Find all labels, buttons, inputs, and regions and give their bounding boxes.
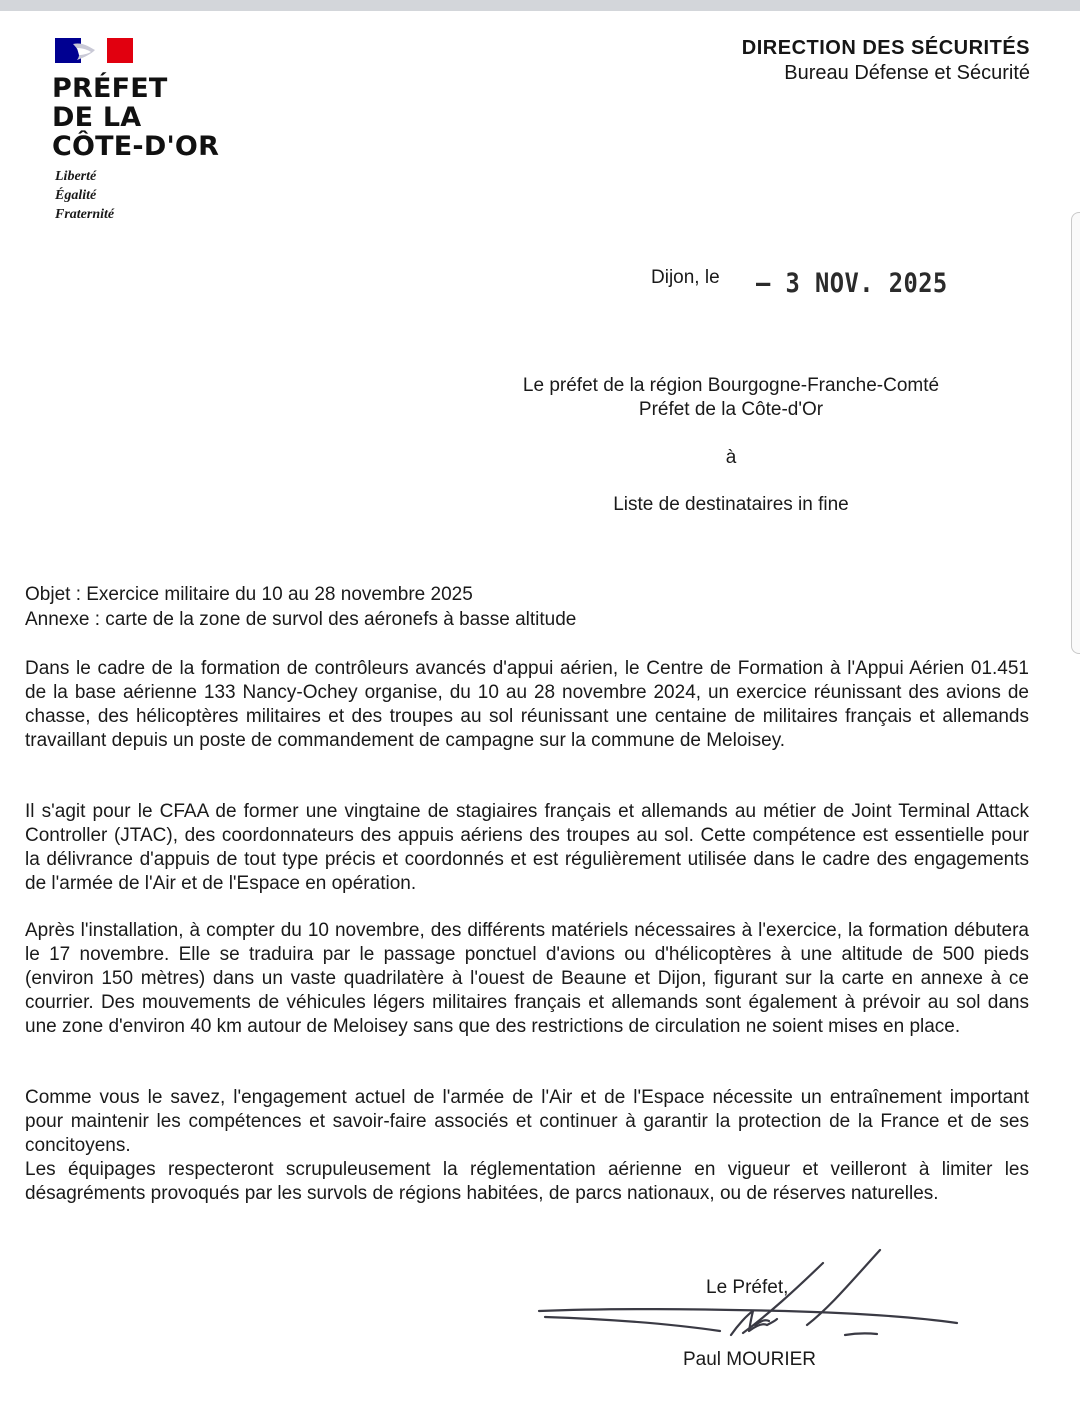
addressee-to: à (725, 447, 737, 468)
direction-title: DIRECTION DES SÉCURITÉS (741, 37, 1030, 59)
issuing-department (742, 36, 1030, 86)
subject-objet: Objet : Exercice militaire du 10 au 28 novembre 2025 (25, 584, 473, 605)
body-paragraph-4: Comme vous le savez, l'engagement actuel de l'armée de l'Air et de l'Espace nécessite un entraînement important pour maintenir les compétences et savoir-faire associés et continuer à garantir la protection de la France et de ses concitoyens. (25, 1087, 1029, 1156)
motto-line: Fraternité (55, 207, 115, 222)
recipients-line: Liste de destinataires in fine (613, 494, 849, 515)
body-paragraph-5: Les équipages respecteront scrupuleusement la réglementation aérienne en vigueur et veilleront à limiter les désagréments provoqués par les survols de régions habitées, de parcs nationaux, ou de réserves naturelles. (25, 1159, 1029, 1204)
date-place: Dijon, le (651, 267, 720, 288)
body-paragraph-3: Après l'installation, à compter du 10 novembre, des différents matériels nécessaires à l'exercice, la formation débutera le 17 novembre. Elle se traduira par le passage ponctuel d'avions ou d'hélicoptères à une altitude de 500 pieds (environ 150 mètres) dans un vaste quadrilatère à l'ouest de Beaune et Dijon, figurant sur la carte en annexe à ce courrier. Des mouvements de véhicules légers militaires français et allemands sont également à prévoir au sol dans une zone d'environ 40 km autour de Meloisey sans que des restrictions de circulation ne soient mises en place. (25, 920, 1029, 1037)
prefet-line: PRÉFET (52, 73, 168, 104)
body-paragraph-2: Il s'agit pour le CFAA de former une vingtaine de stagiaires français et allemands au métier de Joint Terminal Attack Controller (JTAC), des coordonnateurs des appuis aériens des troupes au sol. Cette compétence est essentielle pour la délivrance d'appuis de tout type précis et coordonnés et est régulièrement utilisée dans le cadre des engagements de l'armée de l'Air et de l'Espace en opération. (25, 801, 1029, 894)
republic-motto (55, 167, 114, 224)
prefet-line: DE LA (52, 102, 142, 133)
motto-line: Égalité (55, 188, 97, 203)
sender-line-1: Le préfet de la région Bourgogne-Franche-Comté (522, 375, 940, 396)
motto-line: Liberté (55, 169, 97, 184)
prefet-title (52, 74, 219, 161)
subject-annexe: Annexe : carte de la zone de survol des aéronefs à basse altitude (25, 609, 577, 630)
prefet-line: CÔTE-D'OR (52, 131, 220, 162)
signatory-role: Le Préfet, (706, 1277, 789, 1298)
signatory-name: Paul MOURIER (683, 1349, 817, 1370)
body-paragraph-1: Dans le cadre de la formation de contrôleurs avancés d'appui aérien, le Centre de Formation à l'Appui Aérien 01.451 de la base aérienne 133 Nancy-Ochey organise, du 10 au 28 novembre 2024, un exercice réunissant des avions de chasse, des hélicoptères militaires et des troupes au sol réunissant une centaine de militaires français et allemands travaillant depuis un poste de commandement de campagne sur la commune de Meloisey. (25, 658, 1029, 751)
date-stamp: – 3 NOV. 2025 (756, 268, 948, 299)
subject-block (25, 582, 576, 632)
marianne-flag-logo (55, 38, 133, 63)
bureau-name: Bureau Défense et Sécurité (784, 62, 1030, 84)
scroll-handle[interactable] (1071, 212, 1080, 654)
top-bar (0, 0, 1080, 11)
sender-line-2: Préfet de la Côte-d'Or (638, 399, 824, 420)
handwritten-signature (535, 1245, 965, 1355)
